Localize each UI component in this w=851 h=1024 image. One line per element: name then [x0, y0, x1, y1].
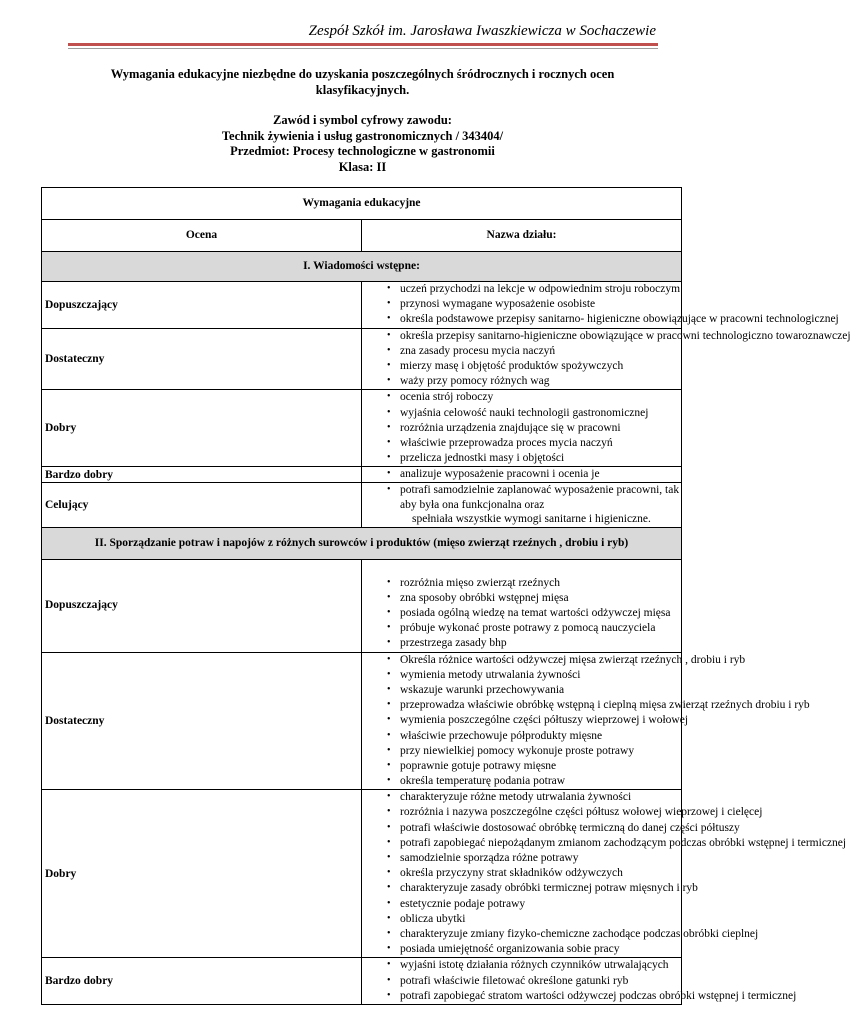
- requirements-cell: [362, 652, 810, 790]
- requirements-cell: [362, 328, 851, 390]
- profession-name: Technik żywienia i usług gastronomicznych / 343404/: [221, 128, 504, 143]
- section-header: I. Wiadomości wstępne:: [42, 252, 682, 282]
- requirements-cell: [362, 790, 847, 958]
- requirement-text: charakteryzuje różne metody utrwalania żywności: [400, 791, 632, 804]
- bullet-icon: •: [387, 484, 391, 496]
- grade-label: Dostateczny: [42, 652, 362, 790]
- grade-label: Dobry: [42, 390, 362, 467]
- requirements-list: [362, 483, 681, 526]
- bullet-icon: •: [387, 622, 391, 634]
- bullet-icon: •: [387, 344, 391, 356]
- bullet-icon: •: [387, 283, 391, 294]
- bullet-icon: •: [387, 313, 391, 325]
- requirement-text: potrafi właściwie dostosować obróbkę termiczną do danej części półtuszy: [400, 821, 740, 834]
- bullet-icon: •: [387, 791, 391, 803]
- requirement-text: zna zasady procesu mycia naczyń: [400, 344, 556, 357]
- list-item: [362, 436, 681, 451]
- header-rule-thin: [68, 48, 658, 49]
- list-item: [362, 374, 681, 389]
- grade-row: [42, 958, 682, 1005]
- list-item: [362, 698, 810, 713]
- bullet-icon: •: [387, 375, 391, 387]
- bullet-icon: •: [387, 436, 391, 448]
- requirement-text: określa temperaturę podania potraw: [400, 775, 566, 788]
- list-item: [362, 774, 681, 789]
- requirements-list: [362, 329, 851, 390]
- requirement-text: przeprowadza właściwie obróbkę wstępną i cieplną mięsa zwierząt rzeźnych drobiu i ryb: [400, 699, 810, 712]
- bullet-icon: •: [387, 821, 391, 833]
- list-item: [362, 591, 681, 606]
- requirements-cell: [362, 559, 682, 652]
- subject-info: [60, 113, 665, 175]
- school-header: Zespół Szkół im. Jarosława Iwaszkiewicza w Sochaczewie: [308, 23, 656, 39]
- grade-row: [42, 559, 682, 652]
- bullet-icon: •: [387, 452, 391, 464]
- grade-label: Dostateczny: [42, 328, 362, 390]
- list-item: [362, 989, 797, 1004]
- requirements-table: [41, 187, 851, 1005]
- list-item: [362, 897, 681, 912]
- list-item: [362, 668, 681, 683]
- bullet-icon: •: [387, 699, 391, 711]
- list-item: [362, 805, 763, 820]
- requirement-text: wyjaśni istotę działania różnych czynników utrwalających: [400, 959, 669, 972]
- requirement-text: wymienia metody utrwalania żywności: [400, 668, 581, 681]
- list-item: [362, 759, 681, 774]
- bullet-icon: •: [387, 867, 391, 879]
- bullet-icon: •: [387, 637, 391, 649]
- requirement-text: samodzielnie sporządza różne potrawy: [400, 852, 579, 865]
- bullet-icon: •: [387, 943, 391, 955]
- bullet-icon: •: [387, 607, 391, 619]
- grade-row: [42, 467, 682, 483]
- bullet-icon: •: [387, 959, 391, 971]
- requirements-cell: [362, 467, 682, 483]
- bullet-icon: •: [387, 806, 391, 818]
- list-item: [362, 912, 681, 927]
- requirement-text: określa przepisy sanitarno-higieniczne obowiązujące w pracowni technologiczno towaroznawczej: [400, 329, 851, 342]
- requirement-text: wskazuje warunki przechowywania: [400, 683, 565, 696]
- requirements-cell: [362, 958, 797, 1005]
- requirements-cell: [362, 390, 682, 467]
- bullet-icon: •: [387, 912, 391, 924]
- requirement-text: rozróżnia mięso zwierząt rzeźnych: [400, 576, 560, 589]
- grade-row: [42, 282, 682, 329]
- requirements-list: [362, 467, 681, 482]
- requirements-cell: [362, 282, 839, 329]
- list-item: [362, 621, 681, 636]
- list-item: [362, 851, 681, 866]
- list-item: [362, 406, 681, 421]
- list-item: [362, 881, 698, 896]
- subject-name: Przedmiot: Procesy technologiczne w gastronomii: [230, 144, 495, 158]
- list-item: [362, 606, 681, 621]
- bullet-icon: •: [387, 359, 391, 371]
- list-item: [362, 483, 681, 526]
- list-item: [362, 344, 681, 359]
- bullet-icon: •: [387, 591, 391, 603]
- requirements-list: [362, 790, 847, 957]
- list-item: [362, 451, 681, 466]
- list-item: [362, 821, 740, 836]
- list-item: [362, 927, 759, 942]
- title-line: Wymagania edukacyjne niezbędne do uzyskania poszczególnych śródrocznych i rocznych ocen: [110, 67, 615, 81]
- requirement-text: rozróżnia urządzenia znajdujące się w pracowni: [400, 421, 621, 434]
- grade-row: [42, 390, 682, 467]
- list-item: [362, 744, 681, 759]
- column-header-grade: Ocena: [42, 220, 362, 252]
- grade-row: [42, 328, 682, 390]
- bullet-icon: •: [387, 927, 391, 939]
- requirement-text: poprawnie gotuje potrawy mięsne: [400, 759, 557, 772]
- bullet-icon: •: [387, 759, 391, 771]
- list-item: [362, 329, 851, 344]
- list-item: [362, 942, 681, 957]
- list-item: [362, 312, 839, 327]
- requirement-text: estetycznie podaje potrawy: [400, 897, 526, 910]
- bullet-icon: •: [387, 714, 391, 726]
- grade-label: Dopuszczający: [42, 282, 362, 329]
- requirement-text-continued: spełniała wszystkie wymogi sanitarne i higieniczne.: [412, 513, 651, 526]
- bullet-icon: •: [387, 468, 391, 480]
- requirements-list: [362, 958, 797, 1004]
- requirement-text: próbuje wykonać proste potrawy z pomocą nauczyciela: [400, 622, 656, 635]
- grade-row: [42, 483, 682, 527]
- bullet-icon: •: [387, 406, 391, 418]
- bullet-icon: •: [387, 744, 391, 756]
- list-item: [362, 790, 681, 805]
- requirement-text: wymienia poszczególne części półtuszy wieprzowej i wołowej: [400, 714, 689, 727]
- requirements-list: [362, 576, 681, 652]
- requirement-text: potrafi samodzielnie zaplanować wyposażenie pracowni, tak aby była ona funkcjonalna oraz: [400, 484, 680, 511]
- requirement-text: mierzy masę i objętość produktów spożywczych: [400, 359, 624, 372]
- bullet-icon: •: [387, 897, 391, 909]
- requirements-list: [362, 390, 681, 466]
- bullet-icon: •: [387, 576, 391, 588]
- bullet-icon: •: [387, 329, 391, 341]
- bullet-icon: •: [387, 421, 391, 433]
- bullet-icon: •: [387, 989, 391, 1001]
- bullet-icon: •: [387, 668, 391, 680]
- bullet-icon: •: [387, 852, 391, 864]
- list-item: [362, 653, 746, 668]
- requirement-text: właściwie przeprowadza proces mycia naczyń: [400, 436, 613, 449]
- bullet-icon: •: [387, 836, 391, 848]
- requirement-text: analizuje wyposażenie pracowni i ocenia je: [400, 468, 600, 481]
- bullet-icon: •: [387, 683, 391, 695]
- list-item: [362, 683, 681, 698]
- requirement-text: zna sposoby obróbki wstępnej mięsa: [400, 591, 569, 604]
- list-item: [362, 576, 681, 591]
- requirement-text: posiada ogólną wiedzę na temat wartości odżywczej mięsa: [400, 607, 671, 620]
- bullet-icon: •: [387, 653, 391, 665]
- list-item: [362, 958, 681, 973]
- requirement-text: przestrzega zasady bhp: [400, 637, 507, 650]
- list-item: [362, 729, 681, 744]
- grade-row: [42, 790, 682, 958]
- list-item: [362, 713, 689, 728]
- requirement-text: charakteryzuje zmiany fizyko-chemiczne zachodące podczas obróbki cieplnej: [400, 927, 759, 940]
- list-item: [362, 636, 681, 651]
- document-title: [60, 67, 665, 98]
- requirement-text: waży przy pomocy różnych wag: [400, 375, 550, 388]
- grade-label: Dobry: [42, 790, 362, 958]
- list-item: [362, 390, 681, 405]
- requirement-text: rozróżnia i nazywa poszczególne części półtusz wołowej wieprzowej i cielęcej: [400, 806, 763, 819]
- requirement-text: oblicza ubytki: [400, 912, 466, 925]
- list-item: [362, 297, 681, 312]
- requirement-text: przy niewielkiej pomocy wykonuje proste potrawy: [400, 744, 635, 757]
- list-item: [362, 282, 681, 297]
- requirement-text: potrafi zapobiegać niepożądanym zmianom zachodzącym podczas obróbki wstępnej i termicznej: [400, 836, 847, 849]
- table-caption: Wymagania edukacyjne: [42, 188, 682, 220]
- bullet-icon: •: [387, 729, 391, 741]
- grade-label: Celujący: [42, 483, 362, 527]
- title-line: klasyfikacyjnych.: [315, 82, 410, 97]
- requirement-text: uczeń przychodzi na lekcje w odpowiednim stroju roboczym: [400, 283, 681, 295]
- list-item: [362, 836, 847, 851]
- requirements-list: [362, 653, 810, 790]
- requirement-text: przelicza jednostki masy i objętości: [400, 452, 565, 465]
- requirements-list: [362, 282, 839, 328]
- requirement-text: wyjaśnia celowość nauki technologii gastronomicznej: [400, 406, 649, 419]
- requirement-text: określa podstawowe przepisy sanitarno- higieniczne obowiązujące w pracowni technologicznej: [400, 313, 839, 326]
- bullet-icon: •: [387, 974, 391, 986]
- grade-label: Bardzo dobry: [42, 958, 362, 1005]
- grade-label: Bardzo dobry: [42, 467, 362, 483]
- grade-label: Dopuszczający: [42, 559, 362, 652]
- list-item: [362, 467, 681, 482]
- list-item: [362, 359, 681, 374]
- requirements-cell: [362, 483, 682, 527]
- header-rule: [68, 43, 658, 46]
- requirement-text: potrafi zapobiegać stratom wartości odżywczej podczas obróbki wstępnej i termicznej: [400, 989, 797, 1002]
- requirement-text: przynosi wymagane wyposażenie osobiste: [400, 298, 596, 311]
- bullet-icon: •: [387, 882, 391, 894]
- requirement-text: właściwie przechowuje półprodukty mięsne: [400, 729, 603, 742]
- requirement-text: ocenia strój roboczy: [400, 391, 494, 404]
- requirement-text: potrafi właściwie filetować określone gatunki ryb: [400, 974, 629, 987]
- bullet-icon: •: [387, 775, 391, 787]
- column-header-section: Nazwa działu:: [362, 220, 682, 252]
- section-header: II. Sporządzanie potraw i napojów z różnych surowców i produktów (mięso zwierząt rzeźnych , drobiu i ryb): [42, 527, 682, 559]
- list-item: [362, 421, 681, 436]
- bullet-icon: •: [387, 391, 391, 403]
- requirement-text: Określa różnice wartości odżywczej mięsa zwierząt rzeźnych , drobiu i ryb: [400, 653, 746, 666]
- requirement-text: charakteryzuje zasady obróbki termicznej potraw mięsnych i ryb: [400, 882, 698, 895]
- list-item: [362, 866, 681, 881]
- list-item: [362, 974, 681, 989]
- grade-row: [42, 652, 682, 790]
- requirement-text: określa przyczyny strat składników odżywczych: [400, 867, 623, 880]
- bullet-icon: •: [387, 298, 391, 310]
- requirement-text: posiada umiejętność organizowania sobie pracy: [400, 943, 620, 956]
- profession-label: Zawód i symbol cyfrowy zawodu:: [273, 113, 452, 127]
- class-label: Klasa: II: [338, 159, 387, 174]
